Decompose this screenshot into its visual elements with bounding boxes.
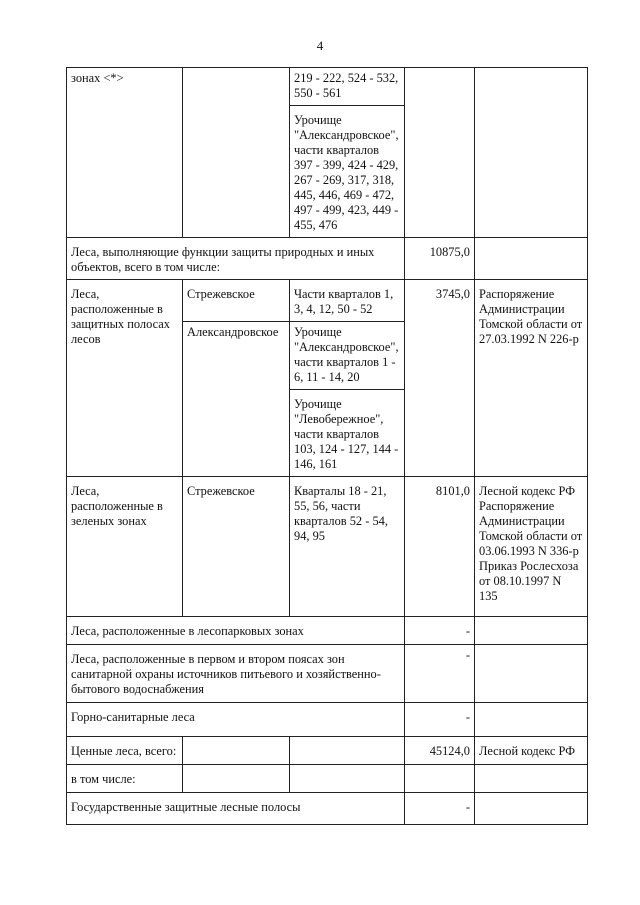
category-cell: Леса, расположенные в лесопарковых зонах — [67, 617, 405, 645]
location-cell: Урочище "Александровское", части кварталов 1 - 6, 11 - 14, 20 — [290, 322, 405, 390]
area-cell: 8101,0 — [405, 477, 475, 617]
category-cell: Горно-санитарные леса — [67, 703, 405, 737]
area-cell: 3745,0 — [405, 280, 475, 477]
area-cell: - — [405, 703, 475, 737]
basis-cell: Лесной кодекс РФ Распоряжение Администрации Томской области от 03.06.1993 N 336-р Приказ Рослесхоза от 08.10.1997 N 135 — [475, 477, 588, 617]
forestry-cell: Александровское — [183, 322, 290, 477]
basis-cell — [475, 68, 588, 238]
category-cell: зонах <*> — [67, 68, 183, 238]
table-row — [67, 280, 588, 322]
location-cell: 219 - 222, 524 - 532, 550 - 561 — [290, 68, 405, 106]
table-row — [67, 703, 588, 737]
table-row — [67, 645, 588, 703]
area-cell — [405, 68, 475, 238]
category-cell: Леса, расположенные в зеленых зонах — [67, 477, 183, 617]
area-cell: 45124,0 — [405, 737, 475, 765]
table-row — [67, 68, 588, 106]
area-cell — [405, 765, 475, 793]
table-row — [67, 737, 588, 765]
basis-cell: Распоряжение Администрации Томской области от 27.03.1992 N 226-р — [475, 280, 588, 477]
location-cell — [290, 765, 405, 793]
area-cell: - — [405, 617, 475, 645]
category-cell: Ценные леса, всего: — [67, 737, 183, 765]
category-cell: Леса, выполняющие функции защиты природных и иных объектов, всего в том числе: — [67, 238, 405, 280]
forestry-cell: Стрежевское — [183, 280, 290, 322]
category-cell: Леса, расположенные в первом и втором поясах зон санитарной охраны источников питьевого и хозяйственно-бытового водоснабжения — [67, 645, 405, 703]
basis-cell — [475, 793, 588, 825]
basis-cell — [475, 765, 588, 793]
forestry-cell — [183, 765, 290, 793]
category-cell: в том числе: — [67, 765, 183, 793]
forestry-cell — [183, 68, 290, 238]
basis-cell — [475, 617, 588, 645]
basis-cell — [475, 645, 588, 703]
forestry-cell — [183, 737, 290, 765]
location-cell: Урочище "Левобережное", части кварталов 103, 124 - 127, 144 - 146, 161 — [290, 390, 405, 477]
area-cell: - — [405, 793, 475, 825]
table-row — [67, 765, 588, 793]
basis-cell — [475, 238, 588, 280]
table-row — [67, 793, 588, 825]
basis-cell: Лесной кодекс РФ — [475, 737, 588, 765]
location-cell: Урочище "Александровское", части кварталов 397 - 399, 424 - 429, 267 - 269, 317, 318, 445, 446, 469 - 472, 497 - 499, 423, 449 - 455, 476 — [290, 106, 405, 238]
area-cell: - — [405, 645, 475, 703]
table-row — [67, 477, 588, 617]
forest-category-table — [66, 67, 588, 825]
location-cell — [290, 737, 405, 765]
page-number: 4 — [316, 38, 324, 53]
category-cell: Леса, расположенные в защитных полосах лесов — [67, 280, 183, 477]
location-cell: Кварталы 18 - 21, 55, 56, части кварталов 52 - 54, 94, 95 — [290, 477, 405, 617]
table-row — [67, 617, 588, 645]
area-cell: 10875,0 — [405, 238, 475, 280]
location-cell: Части кварталов 1, 3, 4, 12, 50 - 52 — [290, 280, 405, 322]
category-cell: Государственные защитные лесные полосы — [67, 793, 405, 825]
basis-cell — [475, 703, 588, 737]
forestry-cell: Стрежевское — [183, 477, 290, 617]
table-row — [67, 238, 588, 280]
